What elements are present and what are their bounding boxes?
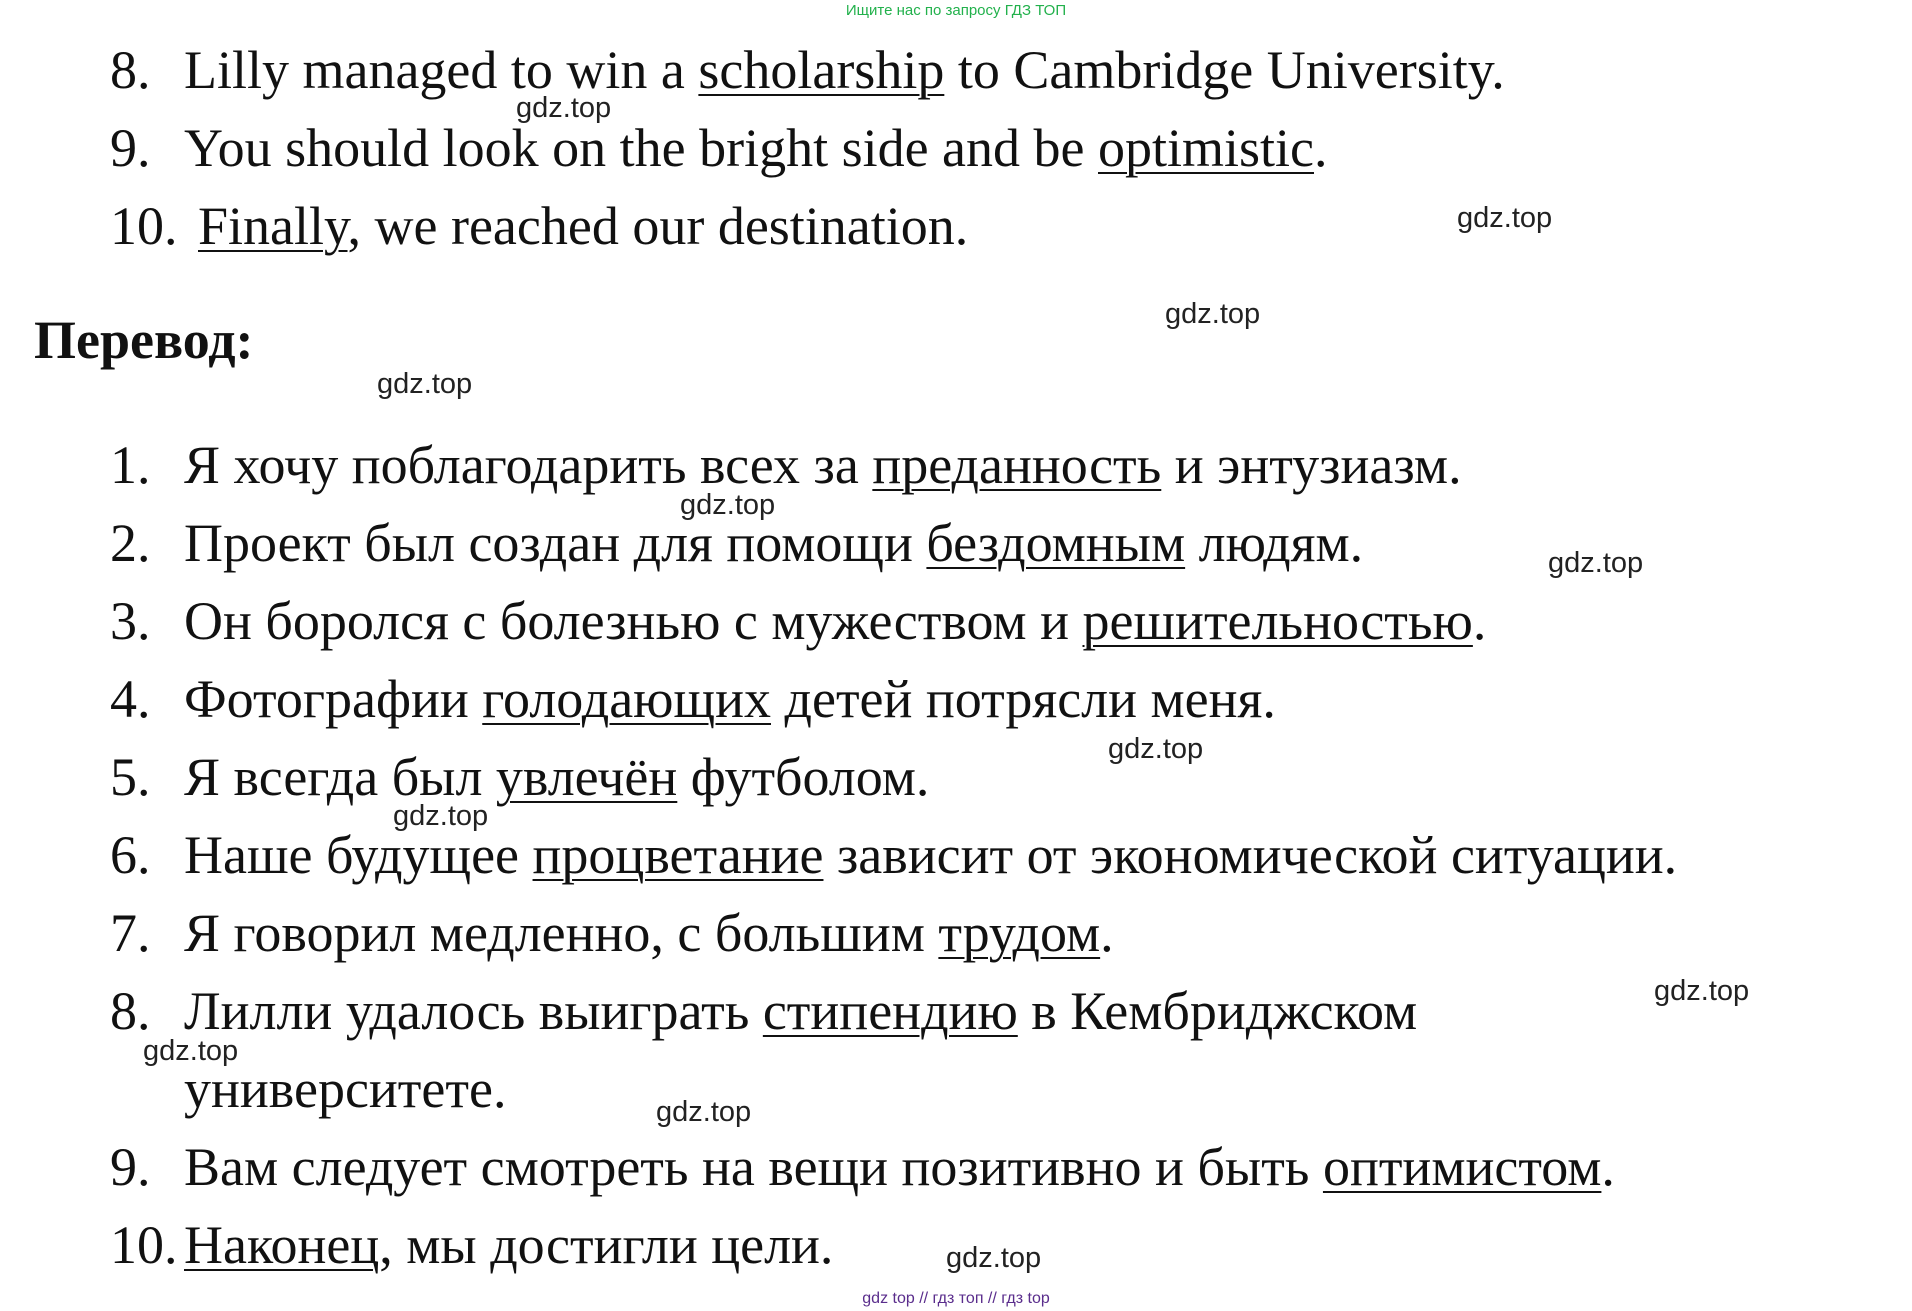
sentence-text-after: в Кембриджском	[1017, 981, 1418, 1041]
sentence-text-before: Наше будущее	[184, 825, 533, 885]
sentence-text-after: людям.	[1185, 513, 1364, 573]
sentence-text-after: .	[1601, 1137, 1615, 1197]
sentence-text-before: Проект был создан для помощи	[184, 513, 927, 573]
russian-sentence-5	[110, 747, 929, 807]
sentence-text-after: и энтузиазм.	[1161, 435, 1462, 495]
watermark: gdz.top	[680, 489, 776, 521]
sentence-text-before: Я всегда был	[184, 747, 496, 807]
watermark: gdz.top	[1165, 298, 1261, 330]
sentence-number: 10.	[110, 196, 178, 256]
translation-heading: Перевод:	[34, 310, 254, 370]
russian-sentence-9	[110, 1137, 1615, 1197]
underlined-word: optimistic	[1098, 118, 1314, 178]
underlined-word: стипендию	[762, 981, 1018, 1041]
sentence-text-before: Фотографии	[184, 669, 483, 729]
underlined-word: scholarship	[698, 40, 945, 100]
watermark: gdz.top	[516, 92, 612, 124]
sentence-number: 10.	[110, 1215, 178, 1275]
sentence-text-after: .	[1100, 903, 1114, 963]
russian-sentence-1	[110, 435, 1462, 495]
english-sentence-10	[110, 196, 968, 256]
watermark: gdz.top	[393, 800, 489, 832]
sentence-text-before: Лилли удалось выиграть	[184, 981, 763, 1041]
watermark: gdz.top	[1548, 547, 1644, 579]
underlined-word: Finally	[198, 196, 348, 256]
sentence-text-before: Он боролся с болезнью с мужеством и	[184, 591, 1083, 651]
russian-sentence-10	[110, 1215, 833, 1275]
sentence-text-after: .	[1472, 591, 1487, 651]
russian-sentence-8	[110, 981, 1417, 1041]
russian-sentence-8-continuation: университете.	[184, 1059, 507, 1119]
russian-sentence-4	[110, 669, 1276, 729]
sentence-text-before: Вам следует смотреть на вещи позитивно и быть	[184, 1137, 1323, 1197]
sentence-number: 1.	[110, 435, 151, 495]
underlined-word: Наконец	[184, 1215, 380, 1275]
sentence-text-before: Я говорил медленно, с большим	[184, 903, 939, 963]
sentence-number: 8.	[110, 981, 151, 1041]
sentence-text-before: You should look on the bright side and be	[184, 118, 1098, 178]
russian-sentence-2	[110, 513, 1363, 573]
watermark: gdz.top	[1654, 975, 1750, 1007]
english-sentence-9	[110, 118, 1328, 178]
underlined-word: голодающих	[482, 669, 771, 729]
sentence-number: 5.	[110, 747, 151, 807]
russian-sentence-7	[110, 903, 1114, 963]
watermark: gdz.top	[143, 1035, 239, 1067]
russian-sentence-3	[110, 591, 1486, 651]
underlined-word: увлечён	[495, 747, 678, 807]
sentence-number: 3.	[110, 591, 151, 651]
sentence-text-before: Lilly managed to win a	[184, 40, 699, 100]
sentence-text-after: зависит от экономической ситуации.	[823, 825, 1678, 885]
underlined-word: бездомным	[926, 513, 1186, 573]
sentence-number: 9.	[110, 118, 151, 178]
sentence-text-after: детей потрясли меня.	[771, 669, 1276, 729]
bottom-banner: gdz top // гдз топ // гдз top	[862, 1290, 1050, 1307]
sentence-text-after: футболом.	[677, 747, 930, 807]
watermark: gdz.top	[656, 1096, 752, 1128]
watermark: gdz.top	[946, 1242, 1042, 1274]
sentence-text-before: Я хочу поблагодарить всех за	[184, 435, 873, 495]
sentence-text-after: , мы достигли цели.	[379, 1215, 834, 1275]
sentence-text-after: .	[1314, 118, 1328, 178]
underlined-word: оптимистом	[1322, 1137, 1602, 1197]
watermark: gdz.top	[377, 368, 473, 400]
sentence-text-after: , we reached our destination.	[347, 196, 969, 256]
sentence-number: 7.	[110, 903, 151, 963]
top-banner: Ищите нас по запросу ГДЗ ТОП	[845, 2, 1067, 19]
sentence-number: 2.	[110, 513, 151, 573]
sentence-number: 9.	[110, 1137, 151, 1197]
russian-sentence-6	[110, 825, 1677, 885]
underlined-word: решительностью	[1082, 591, 1473, 651]
underlined-word: трудом	[938, 903, 1101, 963]
underlined-word: преданность	[872, 435, 1162, 495]
watermark: gdz.top	[1457, 202, 1553, 234]
sentence-number: 8.	[110, 40, 151, 100]
sentence-number: 6.	[110, 825, 151, 885]
sentence-text-after: to Cambridge University.	[944, 40, 1505, 100]
sentence-number: 4.	[110, 669, 151, 729]
underlined-word: процветание	[532, 825, 824, 885]
english-sentence-8	[110, 40, 1505, 100]
watermark: gdz.top	[1108, 733, 1204, 765]
